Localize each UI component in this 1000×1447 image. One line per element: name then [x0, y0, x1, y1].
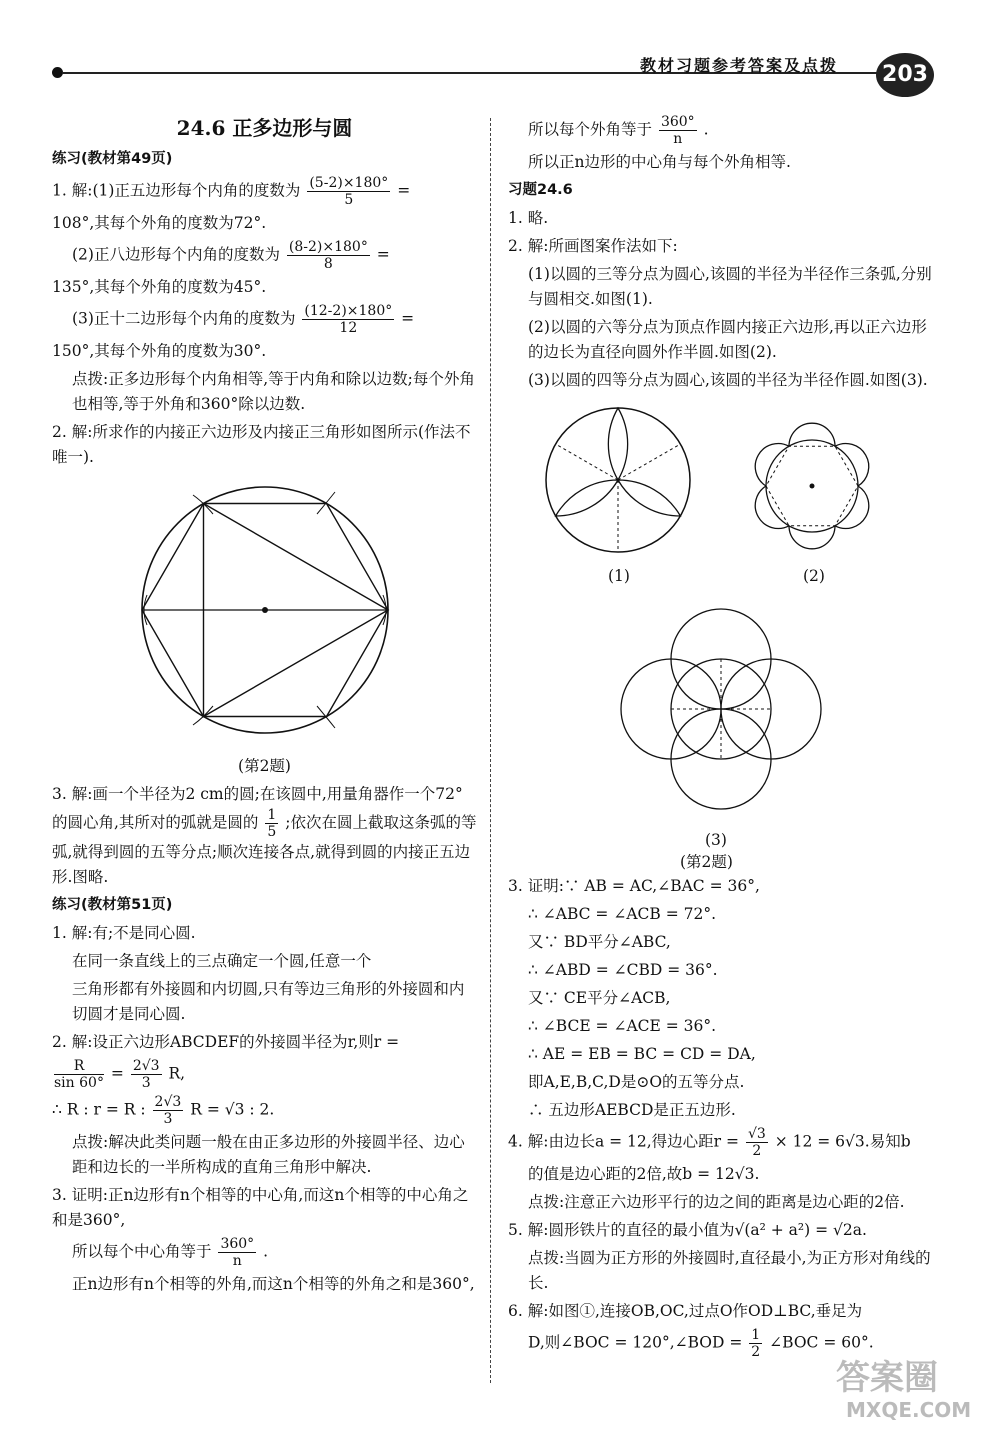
q1-line-a2: 108°,其每个外角的度数为72°. — [52, 214, 267, 232]
p51-q3-b-end: . — [263, 1242, 269, 1261]
e3-1: ∴ ∠ABC = ∠ACB = 72°. — [528, 905, 717, 923]
p51-q1-a: 在同一条直线上的三点确定一个圆,任意一个 — [72, 952, 372, 970]
hexagon-triangle-figure — [135, 480, 395, 750]
frac-num: (8-2)×180° — [288, 239, 368, 255]
frac-num: 1 — [751, 1327, 761, 1343]
q1-line-b2: 135°,其每个外角的度数为45°. — [52, 278, 267, 296]
e4-text-a2: × 12 = 6√3.易知b — [774, 1132, 911, 1151]
e1: 1. 略. — [508, 209, 549, 227]
frac-num: 2√3 — [154, 1094, 182, 1110]
frac-den: 2 — [751, 1344, 761, 1360]
frac-den: sin 60° — [54, 1075, 104, 1091]
frac-den: 12 — [339, 320, 358, 336]
q1-eq-2: = — [376, 245, 390, 264]
fig1-petal — [608, 408, 627, 480]
page-number: 203 — [876, 53, 934, 97]
p51-q3-b-text: 所以每个中心角等于 — [72, 1242, 212, 1261]
p51-q3-a: 3. 证明:正n边形有n个相等的中心角,而这n个相等的中心角之和是360°, — [52, 1186, 469, 1229]
frac-num: R — [54, 1058, 104, 1075]
e2-2: (2)以圆的六等分点为顶点作圆内接正六边形,再以正六边形的边长为直径向圆外作半圆.如图(2). — [528, 318, 927, 361]
e2-1: (1)以圆的三等分点为圆心,该圆的半径为半径作三条弧,分别与圆相交.如图(1). — [528, 265, 932, 308]
p51-q3-frac — [218, 1236, 256, 1269]
e2: 2. 解:所画图案作法如下: — [508, 237, 678, 255]
practice-51-heading: 练习(教材第51页) — [52, 897, 173, 913]
e4-text-a: 4. 解:由边长a = 12,得边心距r = — [508, 1132, 739, 1151]
r1-frac — [659, 114, 697, 147]
e5-tip: 点拨:当圆为正方形的外接圆时,直径最小,为正方形对角线的长. — [528, 1249, 931, 1292]
p51-q2-R: R, — [168, 1064, 186, 1083]
frac-num: (5-2)×180° — [309, 175, 389, 191]
p51-q2-eq: = — [110, 1064, 124, 1083]
fig2-label: (2) — [803, 567, 825, 585]
frac-num: 2√3 — [132, 1058, 160, 1074]
fig1-petal — [556, 480, 618, 516]
watermark-logo: 答案圈 — [836, 1358, 938, 1398]
figure-1-three-arcs — [538, 400, 698, 560]
frac-den: n — [673, 131, 683, 147]
p51-q2-formula — [52, 1058, 477, 1091]
column-divider — [490, 118, 491, 1383]
p51-q1: 1. 解:有;不是同心圆. — [52, 924, 196, 942]
e3-5: ∴ ∠BCE = ∠ACE = 36°. — [528, 1017, 717, 1035]
p51-q2-ratio-pre: ∴ R : r = R : — [52, 1100, 146, 1119]
e6-b-pre: D,则∠BOC = 120°,∠BOD = — [528, 1333, 743, 1352]
e4-tip: 点拨:注意正六边形平行的边之间的距离是边心距的2倍. — [528, 1193, 905, 1211]
e3-3: ∴ ∠ABD = ∠CBD = 36°. — [528, 961, 718, 979]
r2-line: 所以正n边形的中心角与每个外角相等. — [528, 153, 791, 171]
header-title: 教材习题参考答案及点拨 — [640, 56, 839, 75]
p51-q2-ratio — [52, 1094, 477, 1127]
figures-caption: (第2题) — [680, 853, 733, 871]
q1-fraction-1 — [307, 175, 390, 208]
q1-text-c: (3)正十二边形每个内角的度数为 — [72, 309, 296, 328]
figure-3-four-circles — [606, 594, 836, 824]
q1-line-c2: 150°,其每个外角的度数为30°. — [52, 342, 267, 360]
p51-q2-frac-1 — [54, 1058, 104, 1091]
e3-8: ∴ 五边形AEBCD是正五边形. — [528, 1101, 736, 1119]
frac-num: 360° — [220, 1236, 255, 1252]
q3-text-a: 3. 解:画一个半径为2 cm的圆;在该圆中,用量角器作一个72°的圆心角,其所对的弧就是圆的 — [52, 785, 463, 832]
practice-49-heading: 练习(教材第49页) — [52, 151, 173, 167]
frac-den: n — [232, 1253, 242, 1269]
e3-7: 即A,E,B,C,D是⊙O的五等分点. — [528, 1073, 745, 1091]
e4-a — [508, 1126, 933, 1159]
e6-frac — [749, 1327, 762, 1360]
fig2-center — [810, 484, 815, 489]
p51-q3-c: 正n边形有n个相等的外角,而这n个相等的外角之和是360°, — [72, 1275, 475, 1293]
frac-num: 1 — [267, 807, 277, 823]
section-title: 24.6 正多边形与圆 — [176, 116, 353, 140]
fig1-label: (1) — [608, 567, 630, 585]
e3-0: 3. 证明:∵ AB = AC,∠BAC = 36°, — [508, 877, 760, 895]
frac-num: √3 — [747, 1126, 766, 1142]
p51-q2-tip: 点拨:解决此类问题一般在由正多边形的外接圆半径、边心距和边长的一半所构成的直角三角形中解决. — [72, 1133, 465, 1176]
center-point — [262, 607, 268, 613]
page-header — [0, 0, 1000, 100]
r1-end: . — [703, 120, 709, 139]
q1-line-c — [52, 303, 477, 336]
e3-4: 又∵ CE平分∠ACB, — [528, 989, 671, 1007]
e4-b: 的值是边心距的2倍,故b = 12√3. — [528, 1165, 760, 1183]
e2-3: (3)以圆的四等分点为圆心,该圆的半径为半径作圆.如图(3). — [528, 371, 928, 389]
frac-den: 8 — [323, 256, 333, 272]
e3-2: 又∵ BD平分∠ABC, — [528, 933, 671, 951]
fig1-petal — [618, 480, 680, 516]
frac-num: 360° — [660, 114, 695, 130]
e4-frac — [746, 1126, 768, 1159]
frac-den: 3 — [141, 1075, 151, 1091]
frac-den: 2 — [752, 1143, 762, 1159]
q2-text: 2. 解:所求作的内接正六边形及内接正三角形如图所示(作法不唯一). — [52, 423, 471, 466]
q3-text — [52, 782, 477, 890]
fig3-label: (3) — [705, 831, 727, 849]
watermark-url: MXQE.COM — [846, 1398, 972, 1422]
q1-line-a — [52, 175, 477, 208]
frac-num: (12-2)×180° — [304, 303, 393, 319]
exercise-heading: 习题24.6 — [508, 182, 573, 198]
r1-line — [508, 114, 933, 147]
frac-den: 3 — [163, 1111, 173, 1127]
q1-line-b — [52, 239, 477, 272]
q1-eq-1: = — [397, 181, 411, 200]
q1-tip: 点拨:正多边形每个内角相等,等于内角和除以边数;每个外角也相等,等于外角和360°除以边数. — [72, 370, 475, 413]
p51-q2-ratio-post: R = √3 : 2. — [190, 1100, 275, 1119]
p51-q2-frac-2 — [131, 1058, 162, 1091]
q3-text-b: ;依次在圆上截取这条弧的等弧,就得到圆的五等分点;顺次连接各点,就得到圆的内接正五边形.图略. — [52, 813, 477, 886]
q1-text-a: 1. 解:(1)正五边形每个内角的度数为 — [52, 181, 301, 200]
p51-q2-a: 2. 解:设正六边形ABCDEF的外接圆半径为r,则r = — [52, 1033, 400, 1051]
q3-fraction — [265, 807, 278, 840]
p51-q3-b — [52, 1236, 477, 1269]
p51-q1-b: 三角形都有外接圆和内切圆,只有等边三角形的外接圆和内切圆才是同心圆. — [72, 980, 465, 1023]
e5: 5. 解:圆形铁片的直径的最小值为√(a² + a²) = √2a. — [508, 1221, 867, 1239]
frac-den: 5 — [267, 824, 277, 840]
q2-caption: (第2题) — [238, 757, 291, 775]
right-column — [508, 114, 933, 1363]
r1-pre: 所以每个外角等于 — [528, 120, 653, 139]
e3-6: ∴ AE = EB = BC = CD = DA, — [528, 1045, 756, 1063]
e6-b-post: ∠BOC = 60°. — [769, 1333, 874, 1352]
frac-den: 5 — [344, 192, 354, 208]
exercise-2-figures — [508, 396, 933, 871]
q1-fraction-3 — [302, 303, 394, 336]
p51-q2-frac-3 — [153, 1094, 184, 1127]
q1-fraction-2 — [287, 239, 370, 272]
left-column — [52, 114, 477, 1300]
figure-2-hexagon-semicircles — [742, 416, 882, 556]
q1-text-b: (2)正八边形每个内角的度数为 — [72, 245, 280, 264]
e6-a: 6. 解:如图①,连接OB,OC,过点O作OD⊥BC,垂足为 — [508, 1302, 863, 1320]
q1-eq-3: = — [401, 309, 415, 328]
